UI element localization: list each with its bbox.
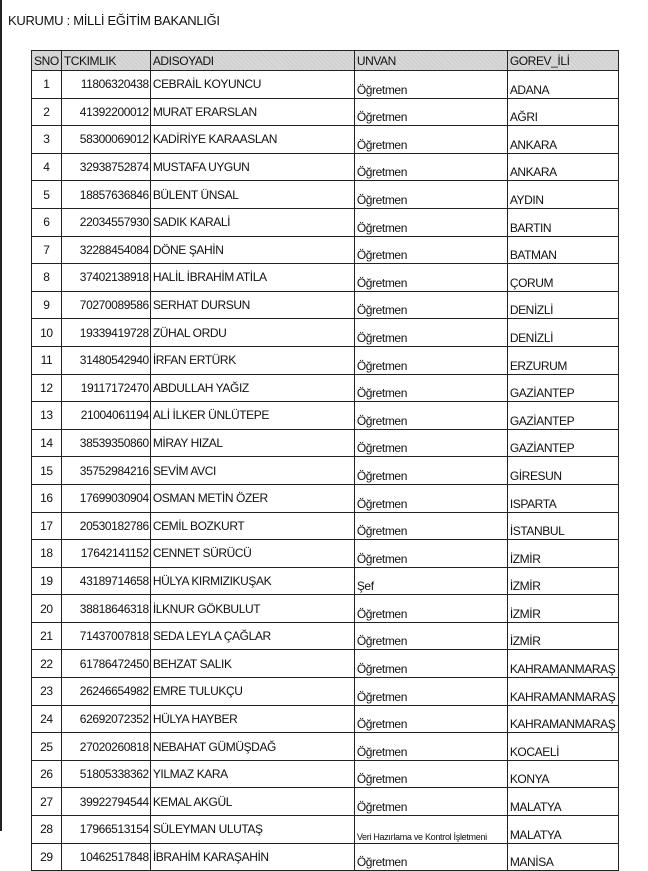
cell-tckimlik: 19339419728 xyxy=(61,319,150,347)
cell-adisoyadi: KEMAL AKGÜL xyxy=(150,788,354,816)
cell-adisoyadi: CEMİL BOZKURT xyxy=(150,512,354,540)
table-row xyxy=(32,264,619,292)
cell-sno: 28 xyxy=(32,816,62,844)
cell-sno: 6 xyxy=(32,208,62,236)
cell-unvan: Öğretmen xyxy=(354,264,507,292)
cell-unvan: Öğretmen xyxy=(354,484,507,512)
table-row xyxy=(32,484,619,512)
cell-gorev-ili: ISPARTA xyxy=(507,484,618,512)
cell-gorev-ili: AYDIN xyxy=(507,181,618,209)
cell-adisoyadi: CENNET SÜRÜCÜ xyxy=(150,540,354,568)
cell-gorev-ili: İSTANBUL xyxy=(507,512,618,540)
cell-tckimlik: 26246654982 xyxy=(61,678,150,706)
header-unvan: UNVAN xyxy=(354,51,507,71)
cell-sno: 4 xyxy=(32,153,62,181)
cell-adisoyadi: MUSTAFA UYGUN xyxy=(150,153,354,181)
cell-unvan: Öğretmen xyxy=(354,429,507,457)
cell-tckimlik: 21004061194 xyxy=(61,402,150,430)
cell-adisoyadi: ZÜHAL ORDU xyxy=(150,319,354,347)
cell-unvan: Öğretmen xyxy=(354,291,507,319)
header-gorev-ili: GOREV_İLİ xyxy=(507,51,618,71)
cell-tckimlik: 51805338362 xyxy=(61,760,150,788)
table-row xyxy=(32,760,619,788)
cell-adisoyadi: MİRAY HIZAL xyxy=(150,429,354,457)
table-row xyxy=(32,181,619,209)
cell-adisoyadi: HÜLYA HAYBER xyxy=(150,705,354,733)
table-row xyxy=(32,153,619,181)
table-row xyxy=(32,429,619,457)
table-row xyxy=(32,346,619,374)
cell-sno: 15 xyxy=(32,457,62,485)
cell-gorev-ili: ÇORUM xyxy=(507,264,618,292)
cell-tckimlik: 22034557930 xyxy=(61,208,150,236)
cell-adisoyadi: KADİRİYE KARAASLAN xyxy=(150,126,354,154)
cell-tckimlik: 20530182786 xyxy=(61,512,150,540)
cell-tckimlik: 43189714658 xyxy=(61,567,150,595)
cell-sno: 21 xyxy=(32,622,62,650)
cell-gorev-ili: KAHRAMANMARAŞ xyxy=(507,650,618,678)
cell-gorev-ili: BATMAN xyxy=(507,236,618,264)
table-row xyxy=(32,208,619,236)
cell-sno: 20 xyxy=(32,595,62,623)
cell-unvan: Öğretmen xyxy=(354,622,507,650)
cell-unvan: Veri Hazırlama ve Kontrol İşletmeni xyxy=(354,816,507,844)
cell-sno: 3 xyxy=(32,126,62,154)
cell-gorev-ili: DENİZLİ xyxy=(507,291,618,319)
institution-title: KURUMU : MİLLİ EĞİTİM BAKANLIĞI xyxy=(8,13,220,28)
cell-sno: 14 xyxy=(32,429,62,457)
table-row xyxy=(32,650,619,678)
cell-tckimlik: 17966513154 xyxy=(61,816,150,844)
cell-gorev-ili: BARTIN xyxy=(507,208,618,236)
cell-unvan: Öğretmen xyxy=(354,402,507,430)
cell-unvan: Öğretmen xyxy=(354,71,507,99)
cell-sno: 8 xyxy=(32,264,62,292)
cell-gorev-ili: ANKARA xyxy=(507,126,618,154)
table-row xyxy=(32,236,619,264)
cell-unvan: Öğretmen xyxy=(354,540,507,568)
cell-tckimlik: 31480542940 xyxy=(61,346,150,374)
cell-gorev-ili: KAHRAMANMARAŞ xyxy=(507,678,618,706)
cell-sno: 7 xyxy=(32,236,62,264)
cell-gorev-ili: GAZİANTEP xyxy=(507,429,618,457)
cell-unvan: Öğretmen xyxy=(354,595,507,623)
cell-unvan: Öğretmen xyxy=(354,457,507,485)
cell-sno: 12 xyxy=(32,374,62,402)
cell-gorev-ili: DENİZLİ xyxy=(507,319,618,347)
table-row xyxy=(32,540,619,568)
cell-unvan: Öğretmen xyxy=(354,346,507,374)
cell-unvan: Öğretmen xyxy=(354,374,507,402)
cell-tckimlik: 61786472450 xyxy=(61,650,150,678)
cell-sno: 11 xyxy=(32,346,62,374)
cell-gorev-ili: KONYA xyxy=(507,760,618,788)
cell-tckimlik: 32938752874 xyxy=(61,153,150,181)
cell-unvan: Öğretmen xyxy=(354,512,507,540)
cell-tckimlik: 18857636846 xyxy=(61,181,150,209)
cell-tckimlik: 39922794544 xyxy=(61,788,150,816)
cell-sno: 1 xyxy=(32,71,62,99)
header-adisoyadi: ADISOYADI xyxy=(150,51,354,71)
cell-adisoyadi: SEVİM AVCI xyxy=(150,457,354,485)
cell-gorev-ili: ADANA xyxy=(507,71,618,99)
cell-unvan: Şef xyxy=(354,567,507,595)
cell-unvan: Öğretmen xyxy=(354,650,507,678)
cell-gorev-ili: KOCAELİ xyxy=(507,733,618,761)
cell-gorev-ili: MANİSA xyxy=(507,843,618,871)
cell-tckimlik: 17699030904 xyxy=(61,484,150,512)
table-row xyxy=(32,595,619,623)
cell-sno: 22 xyxy=(32,650,62,678)
cell-adisoyadi: MURAT ERARSLAN xyxy=(150,98,354,126)
cell-gorev-ili: GAZİANTEP xyxy=(507,374,618,402)
cell-tckimlik: 62692072352 xyxy=(61,705,150,733)
cell-unvan: Öğretmen xyxy=(354,208,507,236)
cell-gorev-ili: İZMİR xyxy=(507,567,618,595)
cell-tckimlik: 35752984216 xyxy=(61,457,150,485)
cell-unvan: Öğretmen xyxy=(354,181,507,209)
table-row xyxy=(32,705,619,733)
cell-adisoyadi: EMRE TULUKÇU xyxy=(150,678,354,706)
cell-unvan: Öğretmen xyxy=(354,126,507,154)
table-row xyxy=(32,816,619,844)
cell-unvan: Öğretmen xyxy=(354,98,507,126)
cell-adisoyadi: BÜLENT ÜNSAL xyxy=(150,181,354,209)
page-left-border xyxy=(0,0,2,831)
cell-sno: 13 xyxy=(32,402,62,430)
cell-adisoyadi: ABDULLAH YAĞIZ xyxy=(150,374,354,402)
cell-gorev-ili: İZMİR xyxy=(507,622,618,650)
cell-tckimlik: 70270089586 xyxy=(61,291,150,319)
cell-tckimlik: 38818646318 xyxy=(61,595,150,623)
table-row xyxy=(32,374,619,402)
table-row xyxy=(32,512,619,540)
table-row xyxy=(32,622,619,650)
cell-adisoyadi: NEBAHAT GÜMÜŞDAĞ xyxy=(150,733,354,761)
cell-tckimlik: 38539350860 xyxy=(61,429,150,457)
cell-sno: 10 xyxy=(32,319,62,347)
cell-sno: 25 xyxy=(32,733,62,761)
cell-tckimlik: 41392200012 xyxy=(61,98,150,126)
cell-sno: 17 xyxy=(32,512,62,540)
cell-sno: 2 xyxy=(32,98,62,126)
cell-adisoyadi: ALİ İLKER ÜNLÜTEPE xyxy=(150,402,354,430)
cell-adisoyadi: CEBRAİL KOYUNCU xyxy=(150,71,354,99)
cell-adisoyadi: HÜLYA KIRMIZIKUŞAK xyxy=(150,567,354,595)
staff-table xyxy=(31,50,619,871)
cell-sno: 26 xyxy=(32,760,62,788)
table-row xyxy=(32,733,619,761)
cell-unvan: Öğretmen xyxy=(354,843,507,871)
cell-adisoyadi: İBRAHİM KARAŞAHİN xyxy=(150,843,354,871)
table-row xyxy=(32,98,619,126)
cell-tckimlik: 10462517848 xyxy=(61,843,150,871)
cell-adisoyadi: İRFAN ERTÜRK xyxy=(150,346,354,374)
cell-adisoyadi: HALİL İBRAHİM ATİLA xyxy=(150,264,354,292)
cell-adisoyadi: OSMAN METİN ÖZER xyxy=(150,484,354,512)
table-row xyxy=(32,319,619,347)
cell-sno: 19 xyxy=(32,567,62,595)
cell-unvan: Öğretmen xyxy=(354,678,507,706)
header-tckimlik: TCKIMLIK xyxy=(61,51,150,71)
cell-tckimlik: 32288454084 xyxy=(61,236,150,264)
cell-gorev-ili: MALATYA xyxy=(507,816,618,844)
cell-sno: 27 xyxy=(32,788,62,816)
cell-sno: 16 xyxy=(32,484,62,512)
cell-adisoyadi: SÜLEYMAN ULUTAŞ xyxy=(150,816,354,844)
cell-adisoyadi: DÖNE ŞAHİN xyxy=(150,236,354,264)
cell-adisoyadi: SADIK KARALİ xyxy=(150,208,354,236)
cell-tckimlik: 27020260818 xyxy=(61,733,150,761)
cell-sno: 9 xyxy=(32,291,62,319)
cell-sno: 5 xyxy=(32,181,62,209)
cell-unvan: Öğretmen xyxy=(354,760,507,788)
cell-gorev-ili: ERZURUM xyxy=(507,346,618,374)
cell-gorev-ili: AĞRI xyxy=(507,98,618,126)
table-header-row xyxy=(32,51,619,71)
cell-adisoyadi: SERHAT DURSUN xyxy=(150,291,354,319)
table-row xyxy=(32,457,619,485)
cell-unvan: Öğretmen xyxy=(354,788,507,816)
table-row xyxy=(32,678,619,706)
cell-sno: 24 xyxy=(32,705,62,733)
table-row xyxy=(32,567,619,595)
cell-gorev-ili: İZMİR xyxy=(507,595,618,623)
cell-tckimlik: 19117172470 xyxy=(61,374,150,402)
cell-gorev-ili: MALATYA xyxy=(507,788,618,816)
cell-gorev-ili: GAZİANTEP xyxy=(507,402,618,430)
cell-unvan: Öğretmen xyxy=(354,733,507,761)
cell-tckimlik: 17642141152 xyxy=(61,540,150,568)
cell-adisoyadi: YILMAZ KARA xyxy=(150,760,354,788)
table-row xyxy=(32,291,619,319)
cell-sno: 23 xyxy=(32,678,62,706)
cell-tckimlik: 71437007818 xyxy=(61,622,150,650)
table-row xyxy=(32,843,619,871)
cell-adisoyadi: İLKNUR GÖKBULUT xyxy=(150,595,354,623)
table-row xyxy=(32,402,619,430)
table-row xyxy=(32,126,619,154)
cell-gorev-ili: İZMİR xyxy=(507,540,618,568)
cell-unvan: Öğretmen xyxy=(354,236,507,264)
cell-unvan: Öğretmen xyxy=(354,319,507,347)
cell-gorev-ili: KAHRAMANMARAŞ xyxy=(507,705,618,733)
header-sno: SNO xyxy=(32,51,62,71)
cell-unvan: Öğretmen xyxy=(354,705,507,733)
cell-sno: 29 xyxy=(32,843,62,871)
cell-adisoyadi: SEDA LEYLA ÇAĞLAR xyxy=(150,622,354,650)
cell-gorev-ili: GİRESUN xyxy=(507,457,618,485)
cell-tckimlik: 37402138918 xyxy=(61,264,150,292)
table-row xyxy=(32,788,619,816)
cell-unvan: Öğretmen xyxy=(354,153,507,181)
cell-tckimlik: 58300069012 xyxy=(61,126,150,154)
cell-gorev-ili: ANKARA xyxy=(507,153,618,181)
cell-sno: 18 xyxy=(32,540,62,568)
cell-adisoyadi: BEHZAT SALIK xyxy=(150,650,354,678)
cell-tckimlik: 11806320438 xyxy=(61,71,150,99)
table-row xyxy=(32,71,619,99)
